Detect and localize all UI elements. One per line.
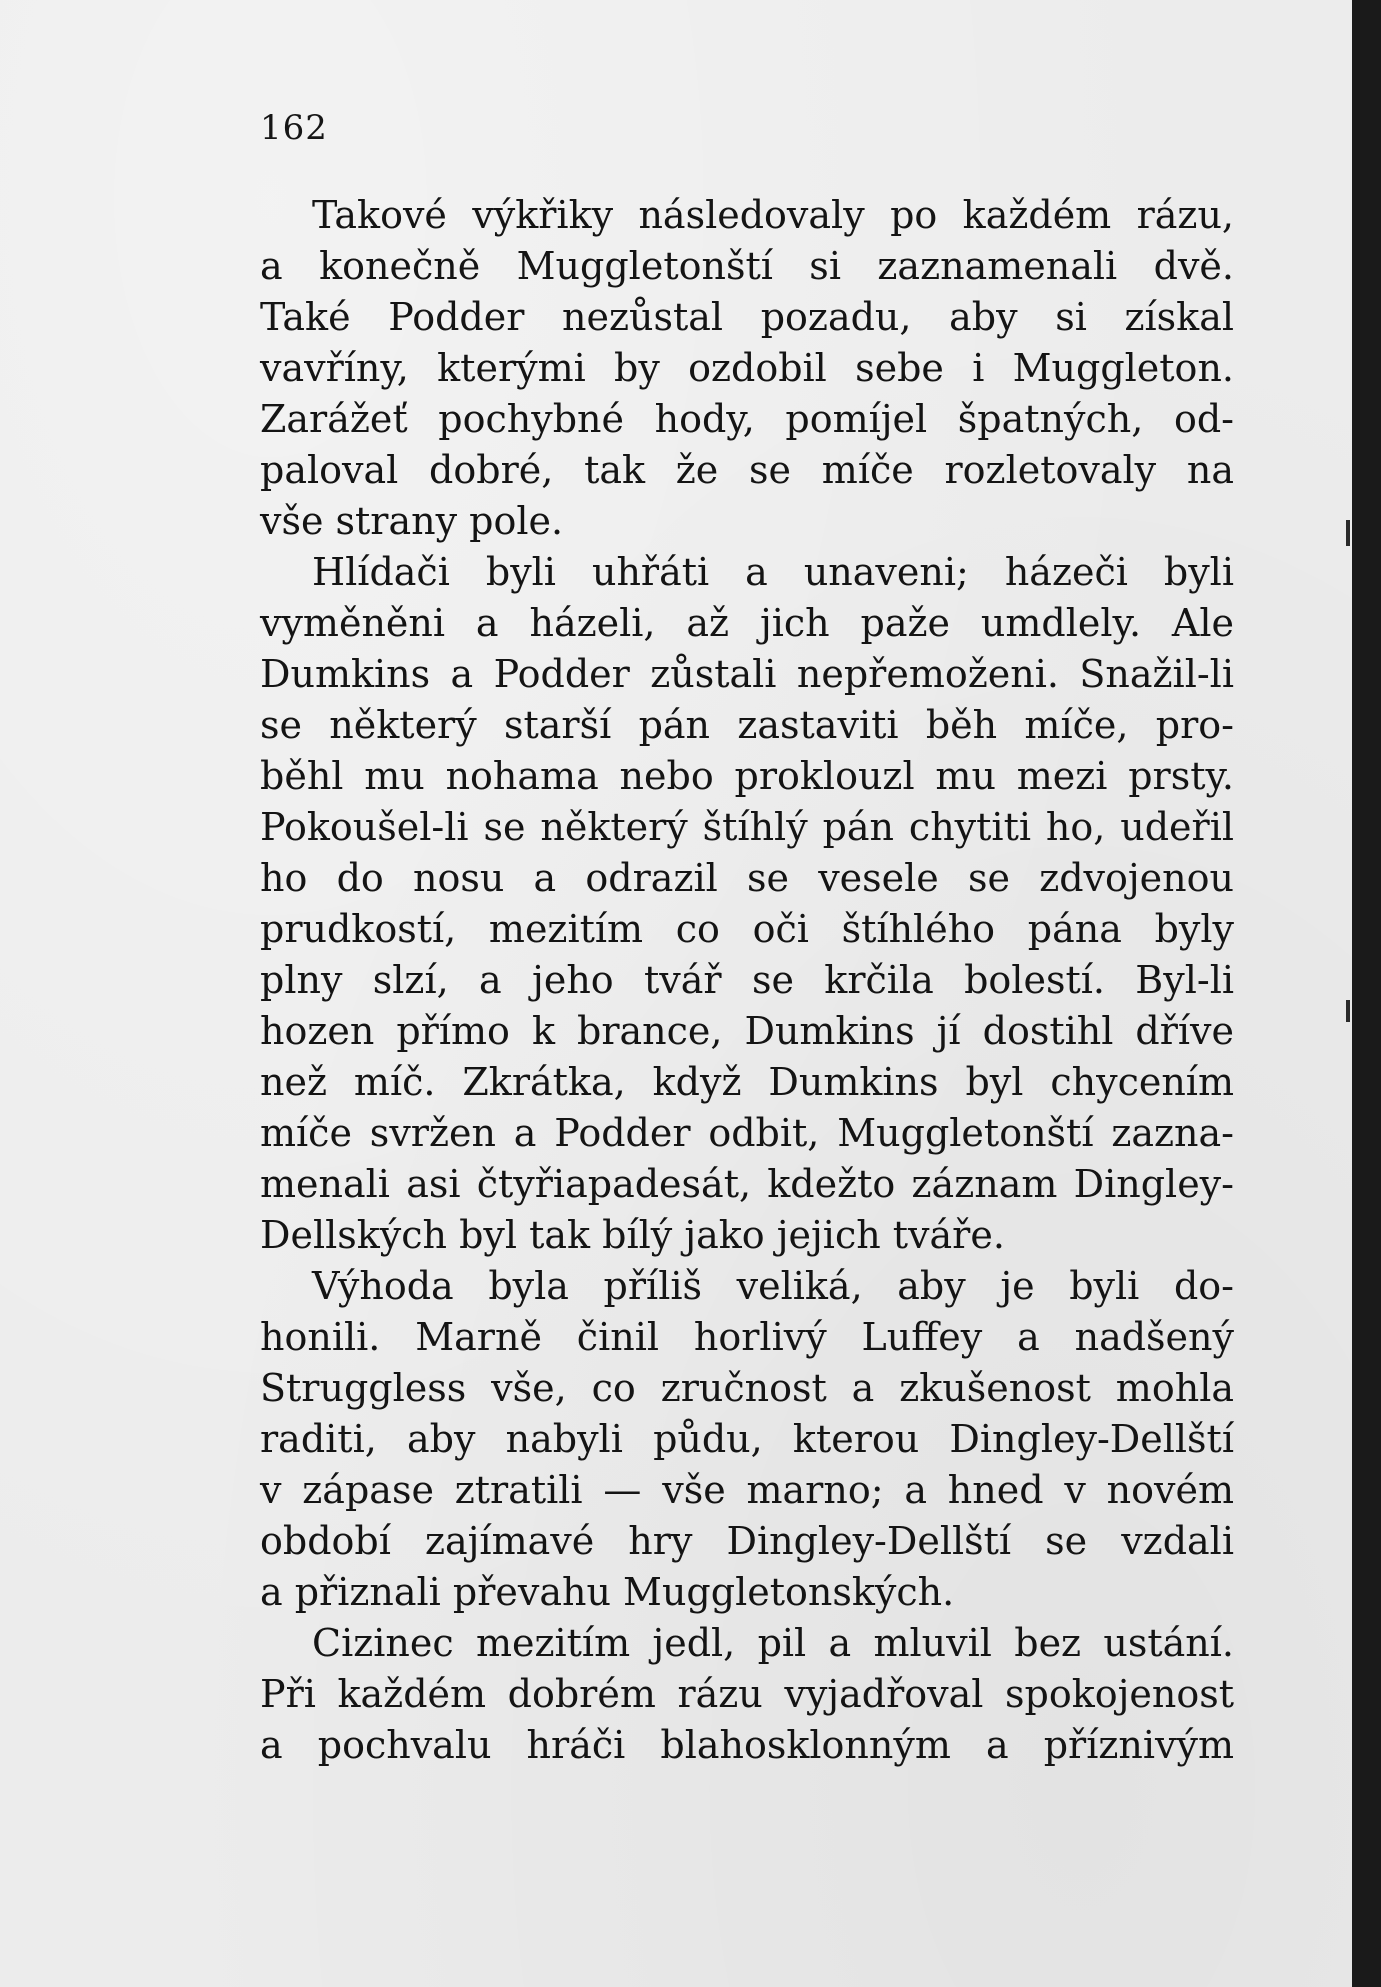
text-line: se některý starší pán zastaviti běh míče, pro-: [260, 703, 1234, 747]
page-number: 162: [260, 108, 328, 148]
text-line: období zajímavé hry Dingley-Dellští se vzdali: [260, 1519, 1234, 1563]
body-text: [260, 190, 1234, 1771]
text-line: prudkostí, mezitím co oči štíhlého pána byly: [260, 907, 1234, 951]
text-line: Výhoda byla příliš veliká, aby je byli do-: [312, 1264, 1234, 1308]
text-line: vavříny, kterými by ozdobil sebe i Muggleton.: [260, 346, 1234, 390]
text-line: paloval dobré, tak že se míče rozletovaly na: [260, 448, 1234, 492]
scan-edge-mark: [1346, 520, 1350, 546]
text-line: Takové výkřiky následovaly po každém rázu,: [312, 193, 1234, 237]
text-line: Zarážeť pochybné hody, pomíjel špatných, od-: [260, 397, 1234, 441]
paragraph: [260, 1618, 1234, 1771]
text-line: Hlídači byli uhřáti a unaveni; házeči byli: [312, 550, 1234, 594]
text-line: běhl mu nohama nebo proklouzl mu mezi prsty.: [260, 754, 1234, 798]
text-line: Cizinec mezitím jedl, pil a mluvil bez ustání.: [312, 1621, 1234, 1665]
text-line: Při každém dobrém rázu vyjadřoval spokojenost: [260, 1672, 1234, 1716]
text-line: vyměněni a házeli, až jich paže umdlely. Ale: [260, 601, 1234, 645]
text-line: menali asi čtyřiapadesát, kdežto záznam Dingley-: [260, 1162, 1234, 1206]
paragraph: [260, 547, 1234, 1261]
text-line: Také Podder nezůstal pozadu, aby si získal: [260, 295, 1234, 339]
text-line: honili. Marně činil horlivý Luffey a nadšený: [260, 1315, 1234, 1359]
text-line: plny slzí, a jeho tvář se krčila bolestí. Byl-li: [260, 958, 1234, 1002]
text-line: a pochvalu hráči blahosklonným a příznivým: [260, 1723, 1234, 1767]
text-line: Dumkins a Podder zůstali nepřemoženi. Snažil-li: [260, 652, 1234, 696]
text-line: a konečně Muggletonští si zaznamenali dvě.: [260, 244, 1234, 288]
text-line: míče svržen a Podder odbit, Muggletonští zazna-: [260, 1111, 1234, 1155]
text-line: hozen přímo k brance, Dumkins jí dostihl dříve: [260, 1009, 1234, 1053]
text-line: ho do nosu a odrazil se vesele se zdvojenou: [260, 856, 1234, 900]
text-line: než míč. Zkrátka, když Dumkins byl chycením: [260, 1060, 1234, 1104]
text-line: Pokoušel-li se některý štíhlý pán chytiti ho, udeřil: [260, 805, 1234, 849]
paragraph: [260, 1261, 1234, 1618]
text-line: Dellských byl tak bílý jako jejich tváře.: [260, 1213, 1005, 1257]
text-line: vše strany pole.: [260, 499, 564, 543]
paragraph: [260, 190, 1234, 547]
text-line: Struggless vše, co zručnost a zkušenost mohla: [260, 1366, 1234, 1410]
text-line: a přiznali převahu Muggletonských.: [260, 1570, 955, 1614]
text-line: v zápase ztratili — vše marno; a hned v novém: [260, 1468, 1234, 1512]
scan-edge-mark: [1346, 1000, 1350, 1022]
text-line: raditi, aby nabyli půdu, kterou Dingley-Dellští: [260, 1417, 1234, 1461]
